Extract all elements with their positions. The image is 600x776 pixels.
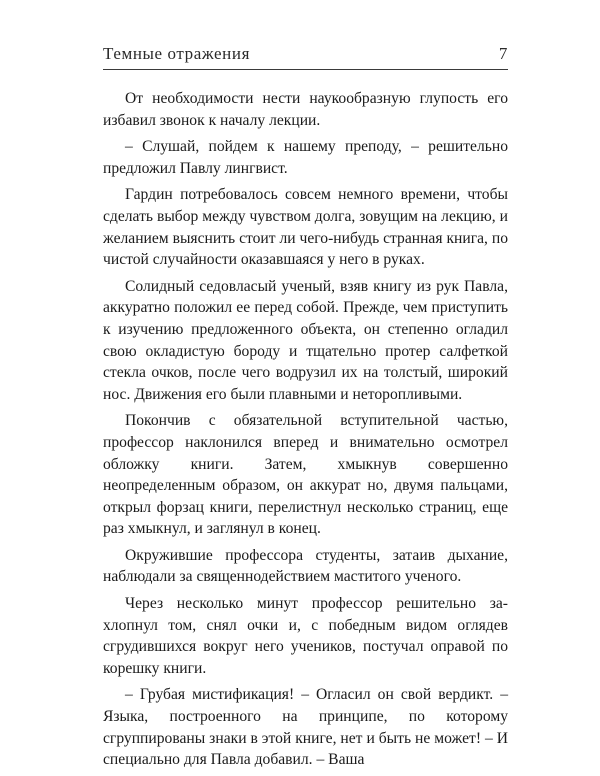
paragraph-5: Покончив с обязательной вступительной частью, профессор наклонился вперед и внимательно осмотрел обложку книги. Затем, хмыкнув совершенно неопределенным образом, он аккурат но, двумя пальцами, открыл форзац книги, перелистнул несколько страниц, еще раз хмыкнул, и заглянул в конец. xyxy=(103,412,508,538)
paragraph-3: Гардин потребовалось совсем немного времени, чтобы сделать выбор между чувством долга, зовущим на лекцию, и желанием выяснить стоит ли чего-нибудь странная книга, по чистой случайности оказавшаяся у него в руках. xyxy=(103,186,508,269)
paragraph-8: – Грубая мистификация! – Огласил он свой вердикт. – Языка, построенного на принципе, по которому сгруппированы знаки в этой книге, нет и быть не может! – И специально для Павла добавил. – Ваша xyxy=(103,686,508,769)
paragraph-7: Через несколько минут профессор решительно захлопнул том, снял очки и, с победным видом оглядев сгрудившихся вокруг него учеников, постучал оправой по корешку книги. xyxy=(103,595,508,677)
running-head xyxy=(103,44,508,64)
page-number: 7 xyxy=(498,44,508,63)
running-head-title: Темные отражения xyxy=(103,44,250,63)
header-rule xyxy=(103,69,508,70)
body-text xyxy=(103,88,508,776)
paragraph-4: Солидный седовласый ученый, взяв книгу из рук Павла, аккуратно положил ее перед собой. Прежде, чем приступить к изучению предложенного объекта, он степенно огладил свою окладистую бороду и тщательно протер салфеткой стекла очков, после чего водрузил их на толстый, широкий нос. Движения его были плавными и неторопливыми. xyxy=(103,277,508,403)
paragraph-1: От необходимости нести наукообразную глупость его избавил звонок к началу лекции. xyxy=(103,90,508,129)
paragraph-6: Окружившие профессора студенты, затаив дыхание, наблюдали за священнодействием маститого ученого. xyxy=(103,546,508,586)
paragraph-2: – Слушай, пойдем к нашему преподу, – решительно предложил Павлу лингвист. xyxy=(103,138,508,177)
book-page xyxy=(103,0,508,769)
